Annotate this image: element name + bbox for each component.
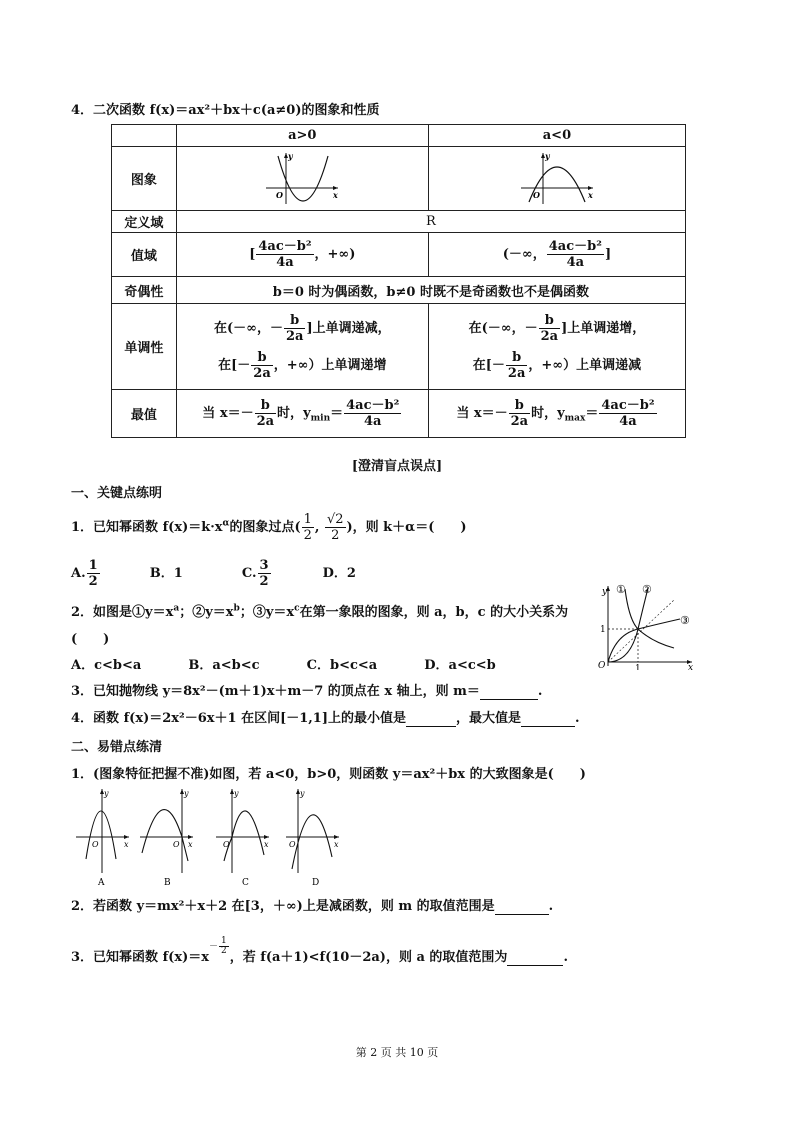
extreme-text: 当 x＝－ xyxy=(202,406,254,421)
q1-point-y xyxy=(325,512,346,543)
exp-fraction xyxy=(219,937,229,956)
row-label-domain: 定义域 xyxy=(112,211,177,233)
frac-num: √2 xyxy=(326,512,344,527)
extreme-text: 时， xyxy=(531,406,558,421)
q3-answer-blank[interactable] xyxy=(480,684,538,700)
quadratic-property-table xyxy=(111,124,686,438)
option-fraction xyxy=(87,558,100,589)
frac-den: 2a xyxy=(540,328,559,344)
equals: ＝ xyxy=(585,406,599,421)
q3-text: 3．已知抛物线 y＝8x²－(m＋1)x＋m－7 的顶点在 x 轴上，则 m＝ xyxy=(71,684,480,699)
b-over-2a-fraction xyxy=(284,313,305,344)
row-label-monotonicity: 单调性 xyxy=(112,304,177,390)
graph-y-label: y xyxy=(288,150,293,161)
frac-num: 1 xyxy=(220,936,227,946)
mono-a-negative xyxy=(428,304,685,390)
fig-curve-3-label: ③ xyxy=(680,614,690,627)
q5-graph-d[interactable] xyxy=(284,787,342,887)
range-open-bracket: [ xyxy=(249,247,256,262)
b-over-2a-fraction xyxy=(539,313,560,344)
frac-den: 4a xyxy=(276,255,294,270)
q5-graph-c[interactable] xyxy=(214,787,272,887)
svg-text:O: O xyxy=(92,840,99,849)
svg-text:x: x xyxy=(124,840,129,849)
range-close-bracket: ] xyxy=(604,247,612,262)
b-over-2a-fraction xyxy=(509,398,530,429)
q2-option-a[interactable]: A．c<b<a xyxy=(71,658,142,673)
y-symbol: y xyxy=(557,406,565,421)
graph-origin-label: O xyxy=(276,189,284,200)
graph-label: B xyxy=(164,878,171,887)
frac-den: 2a xyxy=(507,365,526,381)
range-open: (－∞， xyxy=(502,247,546,262)
q5-graph-b[interactable] xyxy=(138,787,196,887)
q1-option-d[interactable]: D．2 xyxy=(322,566,356,581)
mono-text: ，+∞）上单调递减 xyxy=(528,357,642,373)
frac-num: b xyxy=(539,313,560,329)
question-3 xyxy=(71,680,542,700)
frac-num: 4ac－b² xyxy=(258,239,312,254)
graph-origin-label: O xyxy=(532,189,540,200)
graph-y-label: y xyxy=(544,150,550,161)
q5-graph-a[interactable] xyxy=(74,787,132,887)
frac-den: 2a xyxy=(256,414,275,429)
fig-origin-label: O xyxy=(598,661,606,670)
fig-one-x: 1 xyxy=(635,664,641,670)
extreme-a-negative xyxy=(428,390,685,438)
range-a-negative xyxy=(428,233,685,277)
max-subscript: max xyxy=(564,413,586,424)
frac-den: 2 xyxy=(88,574,98,589)
mono-text: ]上单调递减， xyxy=(306,320,391,336)
q2-option-d[interactable]: D．a<c<b xyxy=(424,658,496,673)
q1-option-b[interactable]: B．1 xyxy=(149,566,183,581)
q2-paren: ( ) xyxy=(71,632,110,647)
question-5: 1．(图象特征把握不准)如图，若 a<0，b>0，则函数 y＝ax²＋bx 的大致图象是( ) xyxy=(71,767,586,782)
mono-text: ，+∞）上单调递增 xyxy=(273,357,387,373)
frac-den: 4a xyxy=(566,255,585,270)
q4-text: 4．函数 f(x)＝2x²－6x＋1 在区间[－1,1]上的最小值是 xyxy=(71,711,406,726)
svg-text:O: O xyxy=(289,840,296,849)
parity-value: b＝0 时为偶函数，b≠0 时既不是奇函数也不是偶函数 xyxy=(176,277,685,304)
frac-num: 4ac－b² xyxy=(601,398,655,413)
col-header-a-negative: a<0 xyxy=(428,125,685,147)
domain-value: R xyxy=(176,211,685,233)
b-over-2a-fraction xyxy=(506,350,527,381)
graph-label: D xyxy=(312,878,320,887)
frac-num: b xyxy=(509,398,530,414)
frac-num: b xyxy=(284,313,305,329)
row-label-range: 值域 xyxy=(112,233,177,277)
mono-text: 在(－∞，－ xyxy=(468,320,538,336)
option-fraction xyxy=(258,558,271,589)
mono-text: ]上单调递增， xyxy=(561,320,646,336)
b-over-2a-fraction xyxy=(255,398,276,429)
q7-exponent xyxy=(209,937,230,956)
frac-den: 2a xyxy=(510,414,529,429)
q1-option-a[interactable] xyxy=(71,558,101,589)
svg-text:y: y xyxy=(300,789,305,798)
frac-den: 2 xyxy=(259,574,269,589)
equals: ＝ xyxy=(330,406,344,421)
frac-num: 3 xyxy=(259,558,269,573)
svg-text:O: O xyxy=(173,840,180,849)
question-1: 1．已知幂函数 $f(x)=k\cdot x^\alpha$的图象过点( $\frac{1}{2}$ , $\frac{√2}{2}$ )，则 k＋α＝( ) xyxy=(71,512,467,543)
q2-text: ；②y＝x xyxy=(179,605,234,620)
q4-max-blank[interactable] xyxy=(521,711,575,727)
max-value-fraction xyxy=(599,398,656,429)
y-symbol: y xyxy=(303,406,311,421)
frac-den: 4a xyxy=(363,414,382,429)
row-label-graph: 图象 xyxy=(112,147,177,211)
question-7 xyxy=(71,937,568,966)
q4-min-blank[interactable] xyxy=(406,711,456,727)
fig-curve-1-label: ① xyxy=(616,583,626,596)
q6-end: . xyxy=(548,899,554,914)
q2-option-c[interactable]: C．b<c<a xyxy=(306,658,378,673)
graph-downward-parabola xyxy=(428,147,685,211)
frac-den: 2 xyxy=(331,528,340,543)
q7-answer-blank[interactable] xyxy=(507,950,563,966)
extreme-a-positive xyxy=(176,390,428,438)
frac-num: 4ac－b² xyxy=(548,239,602,254)
min-subscript: min xyxy=(310,413,331,424)
row-label-extreme: 最值 xyxy=(112,390,177,438)
q1-text: 1．已知幂函数 f(x)＝k·x xyxy=(71,520,223,535)
exp-b: b xyxy=(233,603,240,614)
graph-label: C xyxy=(242,878,249,887)
section-title: [澄清盲点误点] xyxy=(351,459,443,474)
graph-label: A xyxy=(98,878,105,887)
svg-text:x: x xyxy=(334,840,339,849)
mono-text: 在[－ xyxy=(472,357,505,373)
power-function-figure xyxy=(594,582,696,670)
q3-end: . xyxy=(537,684,543,699)
part1-title: 一、关键点练明 xyxy=(71,486,163,501)
question-4 xyxy=(71,707,580,727)
range-close: ，+∞) xyxy=(314,247,356,262)
q2-option-b[interactable]: B．a<b<c xyxy=(188,658,260,673)
frac-num: 4ac－b² xyxy=(346,398,400,413)
svg-text:O: O xyxy=(223,840,230,849)
row-label-parity: 奇偶性 xyxy=(112,277,177,304)
fig-y-label: y xyxy=(602,587,608,597)
exp-c: c xyxy=(294,603,300,614)
extreme-text: 时， xyxy=(277,406,304,421)
option-letter: C. xyxy=(241,566,257,581)
q4-text: ，最大值是 xyxy=(456,711,522,726)
option-letter: A. xyxy=(71,566,86,581)
exp-a: a xyxy=(173,603,180,614)
part2-title: 二、易错点练清 xyxy=(71,740,163,755)
graph-x-label: x xyxy=(333,189,339,200)
q6-text: 2．若函数 y＝mx²＋x＋2 在[3，＋∞)上是减函数，则 m 的取值范围是 xyxy=(71,899,495,914)
frac-den: 2 xyxy=(303,528,312,543)
frac-num: b xyxy=(506,350,527,366)
q2-options xyxy=(71,654,496,673)
range-fraction xyxy=(256,239,313,270)
mono-text: 在(－∞，－ xyxy=(214,320,283,336)
page-footer: 第 2 页 共 10 页 xyxy=(355,1046,439,1059)
frac-den: 2a xyxy=(285,328,304,344)
graph-x-label: x xyxy=(587,189,593,200)
q2-text: 在第一象限的图象，则 a，b，c 的大小关系为 xyxy=(299,605,569,620)
frac-den: 2a xyxy=(253,365,271,381)
q7-text: 3．已知幂函数 f(x)＝x xyxy=(71,950,209,965)
q1-exponent: α xyxy=(222,518,230,529)
question-2 xyxy=(71,601,568,620)
min-value-fraction xyxy=(344,398,401,429)
q1-text: 的图象过点( xyxy=(229,520,301,535)
svg-text:y: y xyxy=(234,789,239,798)
frac-den: 2 xyxy=(220,946,227,956)
b-over-2a-fraction xyxy=(251,350,272,381)
range-a-positive xyxy=(176,233,428,277)
q4-end: . xyxy=(575,711,580,726)
q1-point-x xyxy=(302,512,314,543)
col-header-a-positive: a>0 xyxy=(176,125,428,147)
section-heading: 4．二次函数 f(x)＝ax²＋bx＋c(a≠0)的图象和性质 xyxy=(71,103,380,118)
svg-text:x: x xyxy=(188,840,193,849)
frac-num: b xyxy=(251,350,272,366)
frac-num: 1 xyxy=(303,512,312,527)
svg-text:y: y xyxy=(184,789,189,798)
q7-text: ，若 f(a＋1)<f(10－2a)，则 a 的取值范围为 xyxy=(229,950,508,965)
q6-answer-blank[interactable] xyxy=(495,899,549,915)
fig-curve-2-label: ② xyxy=(642,583,652,596)
exp-sign: － xyxy=(208,942,218,952)
q7-end: . xyxy=(563,950,568,965)
fig-x-label: x xyxy=(688,663,694,670)
q2-text: ；③y＝x xyxy=(239,605,295,620)
frac-num: b xyxy=(255,398,276,414)
frac-den: 4a xyxy=(619,414,637,429)
range-fraction xyxy=(547,239,604,270)
mono-text: 在[－ xyxy=(218,357,251,373)
fig-one-y: 1 xyxy=(600,625,606,635)
mono-a-positive xyxy=(176,304,428,390)
extreme-text: 当 x＝－ xyxy=(456,406,508,421)
svg-text:y: y xyxy=(104,789,109,798)
question-6 xyxy=(71,895,553,915)
q1-option-c[interactable] xyxy=(241,558,272,589)
table-corner xyxy=(112,125,177,147)
q1-options xyxy=(71,558,356,589)
frac-num: 1 xyxy=(88,558,98,573)
graph-upward-parabola xyxy=(176,147,428,211)
q1-text: )，则 k＋α＝( ) xyxy=(346,520,467,535)
svg-text:x: x xyxy=(264,840,269,849)
q2-text: 2．如图是①y＝x xyxy=(71,605,174,620)
